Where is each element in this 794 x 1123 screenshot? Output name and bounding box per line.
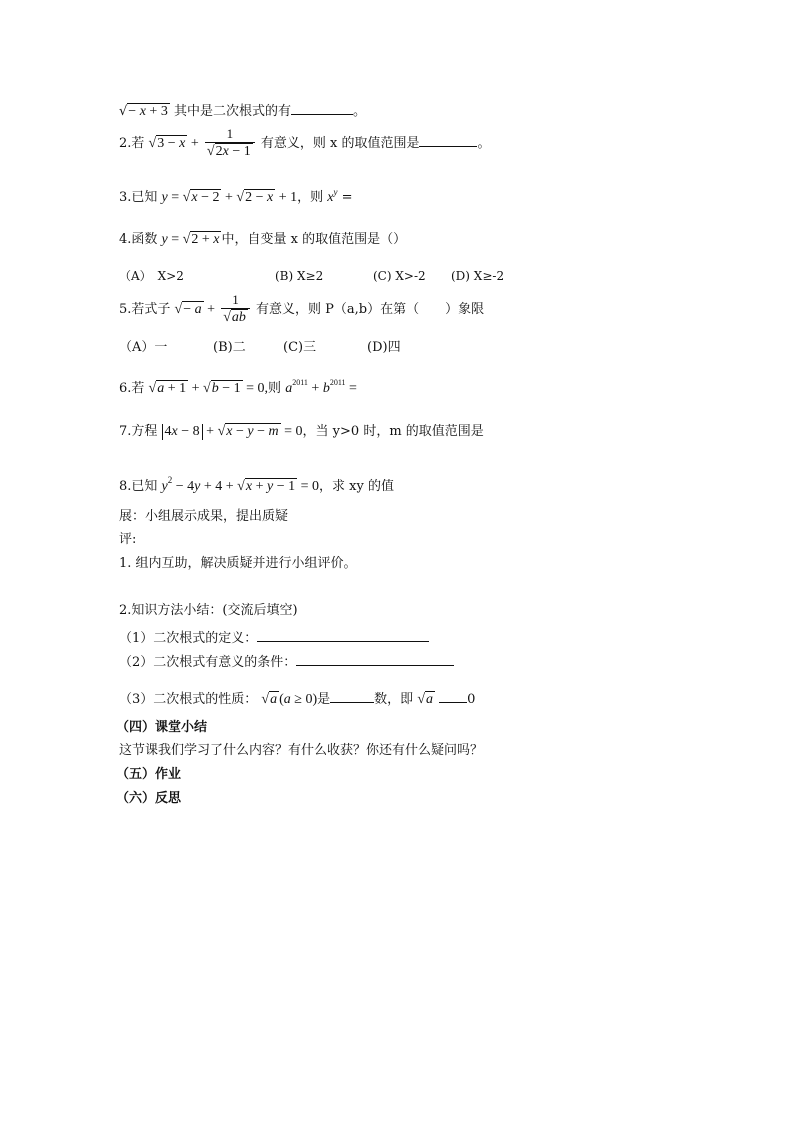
q2-number: 2.若: [119, 136, 145, 151]
question-3: 3.已知 y = √x − 2 + √2 − x + 1，则 $x^y$ =: [119, 187, 353, 205]
fraction-1-over-sqrt: $\frac{1}{√2x - 1}$: [205, 126, 255, 161]
q5-option-d: (D)四: [367, 340, 401, 355]
summary-item-3: （3）二次根式的性质： √a (a ≥ 0)是 数，即 √a 0: [119, 688, 475, 710]
q3-expression: y = √x − 2 + √2 − x + 1: [161, 190, 298, 205]
sqrt-3-minus-x: √3 − x +: [148, 136, 199, 151]
sqrt-neg-x-plus-3: √− x + 3: [119, 104, 168, 119]
fraction-1-over-sqrt-ab: $\frac{1}{√ab}$: [221, 292, 250, 327]
q4-option-c: (C) X>-2: [373, 269, 426, 283]
ping-line: 评:: [119, 532, 137, 547]
question-2: 2.若 √3 − x + $\frac{1}{√2x - 1}$ 有意义，则 x 的取值范围是 。: [119, 126, 491, 159]
q4-option-b: (B) X≥2: [275, 269, 324, 283]
q5-option-c: (C)三: [283, 340, 317, 355]
question-5: [119, 292, 484, 328]
q7-number: 7.方程: [119, 424, 158, 439]
q4-number: 4.函数: [119, 232, 158, 247]
q6-number: 6.若: [119, 381, 145, 396]
q6-power-expression: $a^{2011} + b^{2011}$ =: [285, 378, 357, 396]
q8-expression: $y^2 - 4y + 4 + √x + y - 1 = 0$: [161, 475, 320, 494]
question-8: 8.已知 $y^2 - 4y + 4 + √x + y - 1 = 0$，求 xy 的值: [119, 475, 394, 494]
section-5-heading: （五）作业: [116, 767, 182, 782]
sqrt-a: √a: [417, 692, 433, 707]
question-1-tail: √− x + 3 其中是二次根式的有 。: [119, 100, 366, 122]
q6-expression: √a + 1 + √b − 1 = 0,: [148, 381, 269, 396]
section-4-text: 这节课我们学习了什么内容？有什么收获？你还有什么疑问吗？: [119, 743, 484, 758]
summary-1-blank: [257, 627, 429, 642]
q2-blank: [419, 132, 477, 147]
summary-item-1: （1）二次根式的定义：: [119, 627, 429, 649]
q2-text: 有意义，则 x 的取值范围是: [260, 136, 420, 151]
summary-title: 2.知识方法小结：(交流后填空): [119, 603, 298, 618]
q5-option-a: （A）一: [119, 340, 168, 355]
q4-option-d: (D) X≥-2: [451, 269, 505, 283]
q5-options: [119, 338, 679, 358]
section-4-heading: （四）课堂小结: [116, 720, 208, 735]
question-4: 4.函数 y = √2 + x 中，自变量 x 的取值范围是（）: [119, 232, 407, 247]
q5-number: 5.若式子: [119, 302, 171, 317]
section-6-heading: （六）反思: [116, 791, 182, 806]
q7-expression: 4x − 8 + √x − y − m = 0: [162, 424, 303, 439]
q1-text: 其中是二次根式的有: [173, 104, 291, 119]
q4-expression: y = √2 + x: [161, 232, 220, 247]
q5-text: 有意义，则 P（a,b）在第（ ）象限: [256, 302, 485, 317]
question-6: 6.若 √a + 1 + √b − 1 = 0,则 $a^{2011} + b^{2011}$ =: [119, 378, 357, 396]
q5-option-b: (B)二: [213, 340, 246, 355]
question-7: 7.方程 4x − 8 + √x − y − m = 0，当 y>0 时，m 的取值范围是: [119, 424, 484, 439]
ping-item-1: 1. 组内互助，解决质疑并进行小组评价。: [119, 556, 357, 571]
q4-option-a: （A） X>2: [119, 269, 184, 283]
q1-blank: [291, 100, 353, 115]
q8-number: 8.已知: [119, 479, 158, 494]
summary-3-blank-1: [330, 688, 374, 703]
sqrt-neg-a: √− a +: [174, 302, 216, 317]
summary-3-blank-2: [439, 688, 467, 703]
summary-2-blank: [296, 651, 454, 666]
sqrt-a-condition: √a (a ≥ 0): [261, 692, 318, 707]
q3-number: 3.已知: [119, 190, 158, 205]
q4-options: [119, 266, 679, 286]
zhan-line: 展：小组展示成果，提出质疑: [119, 509, 289, 524]
summary-item-2: （2）二次根式有意义的条件：: [119, 651, 454, 673]
x-power-y: $x^y$: [327, 187, 338, 205]
